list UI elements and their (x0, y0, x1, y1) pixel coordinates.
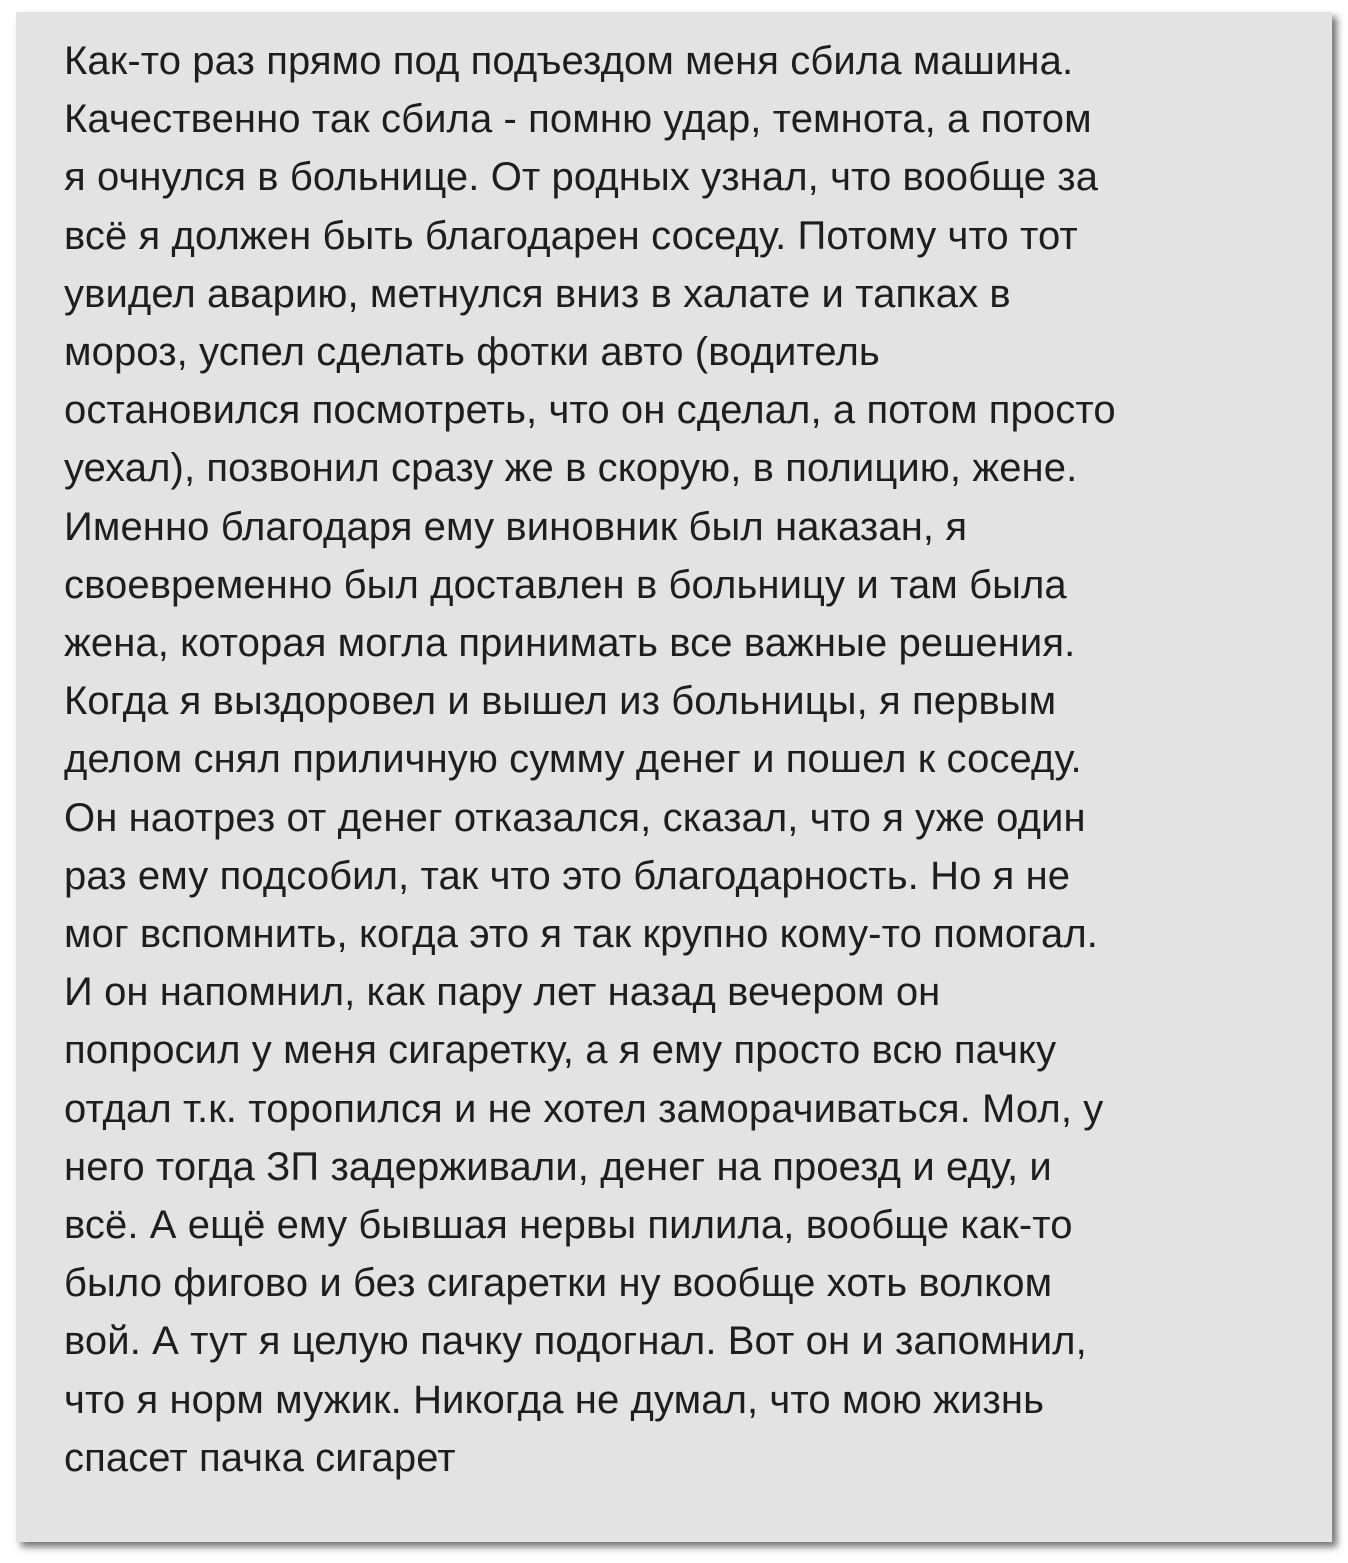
story-line: отдал т.к. торопился и не хотел заморачиваться. Мол, у (64, 1086, 1104, 1131)
story-line: Как-то раз прямо под подъездом меня сбила машина. (64, 39, 1074, 83)
story-line: остановился посмотреть, что он сделал, а потом просто (64, 388, 1116, 433)
story-line: вой. А тут я целую пачку подогнал. Вот он и запомнил, (64, 1319, 1087, 1364)
story-line: Он наотрез от денег отказался, сказал, что я уже один (64, 795, 1086, 840)
story-line: мог вспомнить, когда это я так крупно кому-то помогал. (64, 912, 1098, 957)
story-card (16, 12, 1332, 1542)
story-line: Качественно так сбила - помню удар, темнота, а потом (64, 97, 1092, 142)
story-text (64, 32, 1324, 1487)
story-line: уехал), позвонил сразу же в скорую, в полицию, жене. (64, 446, 1078, 491)
story-line: что я норм мужик. Никогда не думал, что мою жизнь (64, 1377, 1045, 1422)
story-line: раз ему подсобил, так что это благодарность. Но я не (64, 853, 1071, 898)
story-line: всё. А ещё ему бывшая нервы пилила, вообще как-то (64, 1203, 1073, 1248)
story-line: жена, которая могла принимать все важные решения. (64, 621, 1076, 666)
story-line: спасет пачка сигарет (64, 1435, 456, 1480)
story-line: делом снял приличную сумму денег и пошел к соседу. (64, 737, 1082, 782)
story-line: всё я должен быть благодарен соседу. Потому что тот (64, 213, 1078, 258)
story-line: увидел аварию, метнулся вниз в халате и тапках в (64, 271, 1011, 316)
story-line: попросил у меня сигаретку, а я ему просто всю пачку (64, 1028, 1057, 1073)
story-line: мороз, успел сделать фотки авто (водитель (64, 330, 880, 375)
story-line: И он напомнил, как пару лет назад вечером он (64, 970, 941, 1015)
story-line: Когда я выздоровел и вышел из больницы, я первым (64, 679, 1057, 724)
story-line: Именно благодаря ему виновник был наказан, я (64, 504, 968, 549)
story-line: я очнулся в больнице. От родных узнал, что вообще за (64, 155, 1099, 200)
story-line: было фигово и без сигаретки ну вообще хоть волком (64, 1261, 1053, 1306)
story-line: него тогда ЗП задерживали, денег на проезд и еду, и (64, 1144, 1052, 1189)
story-line: своевременно был доставлен в больницу и там была (64, 562, 1067, 607)
